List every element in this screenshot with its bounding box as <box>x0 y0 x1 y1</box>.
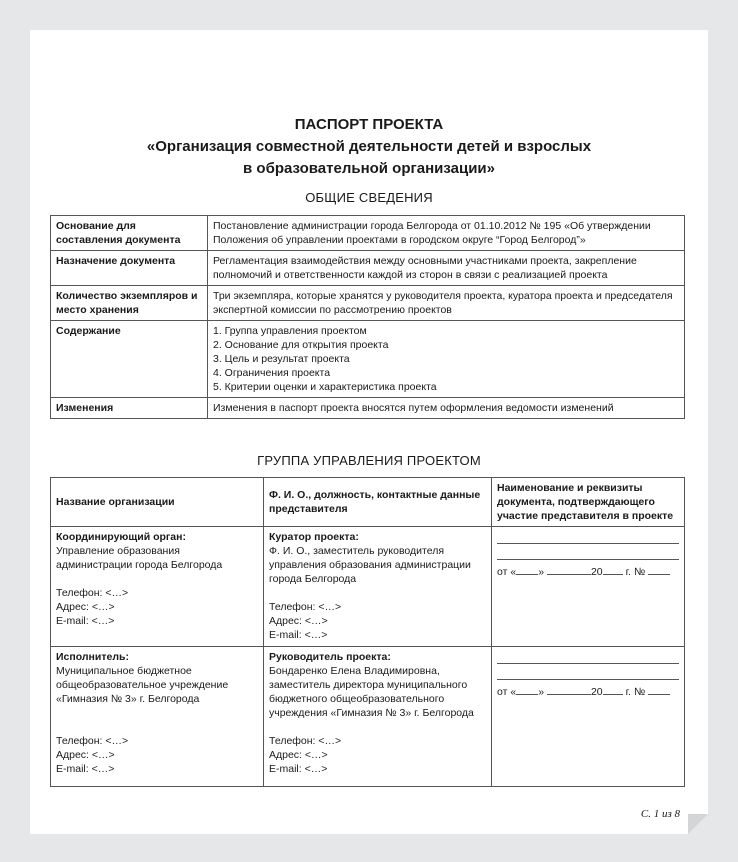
table-header-row <box>51 478 685 527</box>
organization-cell <box>51 647 264 787</box>
blank-line <box>497 650 679 664</box>
general-table <box>50 215 685 419</box>
contact-address: Адрес: <…> <box>56 601 115 613</box>
date-prefix: от « <box>497 566 517 578</box>
rep-label: Руководитель проекта: <box>269 651 391 663</box>
contact-address: Адрес: <…> <box>56 749 115 761</box>
row-label: Назначение документа <box>51 251 208 286</box>
group-heading: ГРУППА УПРАВЛЕНИЯ ПРОЕКТОМ <box>257 453 481 468</box>
org-label: Исполнитель: <box>56 651 129 663</box>
title-line-3: в образовательной организации» <box>243 160 495 177</box>
row-value: Три экземпляра, которые хранятся у руководителя проекта, куратора проекта и председателя экспертной комиссии по рассмотрению проектов <box>208 286 685 321</box>
table-row <box>51 251 685 286</box>
list-item: 1. Группа управления проектом <box>213 325 367 337</box>
column-header: Ф. И. О., должность, контактные данные представителя <box>264 478 492 527</box>
contact-phone: Телефон: <…> <box>269 735 342 747</box>
contact-phone: Телефон: <…> <box>56 587 129 599</box>
representative-cell <box>264 647 492 787</box>
table-row <box>51 527 685 647</box>
list-item: 4. Ограничения проекта <box>213 367 331 379</box>
table-row <box>51 647 685 787</box>
table-row <box>51 216 685 251</box>
contact-email: E-mail: <…> <box>269 763 328 775</box>
document-title <box>30 114 708 180</box>
row-value: Изменения в паспорт проекта вносятся путем оформления ведомости изменений <box>208 398 685 419</box>
row-value: Постановление администрации города Белгорода от 01.10.2012 № 195 «Об утверждении Положения об управлении проектами в городском округе “Город Белгород”» <box>208 216 685 251</box>
general-heading: ОБЩИЕ СВЕДЕНИЯ <box>305 190 433 205</box>
org-name: Управление образования администрации города Белгорода <box>56 545 223 571</box>
row-label: Содержание <box>51 321 208 398</box>
contact-address: Адрес: <…> <box>269 615 328 627</box>
document-cell <box>492 647 685 787</box>
document-page <box>30 30 708 834</box>
table-row <box>51 321 685 398</box>
blank-line <box>497 530 679 544</box>
contact-phone: Телефон: <…> <box>269 601 342 613</box>
column-header: Название организации <box>51 478 264 527</box>
page-number: С. 1 из 8 <box>640 808 680 820</box>
document-cell <box>492 527 685 647</box>
table-row <box>51 398 685 419</box>
date-year: 20 <box>590 566 603 578</box>
date-prefix: от « <box>497 686 517 698</box>
contact-phone: Телефон: <…> <box>56 735 129 747</box>
column-header: Наименование и реквизиты документа, подтверждающего участие представителя в проекте <box>492 478 685 527</box>
document-number-label: г. № <box>625 686 646 698</box>
row-value <box>208 321 685 398</box>
rep-label: Куратор проекта: <box>269 531 359 543</box>
date-mid: » <box>538 566 545 578</box>
page-curl <box>688 814 708 834</box>
date-year: 20 <box>590 686 603 698</box>
contact-email: E-mail: <…> <box>56 615 115 627</box>
rep-name: Ф. И. О., заместитель руководителя управления образования администрации города Белгорода <box>269 545 471 585</box>
row-label: Изменения <box>51 398 208 419</box>
list-item: 5. Критерии оценки и характеристика проекта <box>213 381 437 393</box>
title-line-1: ПАСПОРТ ПРОЕКТА <box>294 116 444 133</box>
contact-email: E-mail: <…> <box>56 763 115 775</box>
table-row <box>51 286 685 321</box>
document-date <box>497 684 679 699</box>
organization-cell <box>51 527 264 647</box>
list-item: 3. Цель и результат проекта <box>213 353 350 365</box>
contact-email: E-mail: <…> <box>269 629 328 641</box>
title-line-2: «Организация совместной деятельности детей и взрослых <box>146 138 592 155</box>
row-label: Количество экземпляров и место хранения <box>51 286 208 321</box>
row-value: Регламентация взаимодействия между основными участниками проекта, закрепление полномочий и ответственности каждой из сторон в связи с реализацией проекта <box>208 251 685 286</box>
row-label: Основание для составления документа <box>51 216 208 251</box>
org-name: Муниципальное бюджетное общеобразовательное учреждение «Гимназия № 3» г. Белгорода <box>56 665 229 705</box>
document-date <box>497 564 679 579</box>
list-item: 2. Основание для открытия проекта <box>213 339 389 351</box>
blank-line <box>497 546 679 560</box>
representative-cell <box>264 527 492 647</box>
document-number-label: г. № <box>625 566 646 578</box>
contact-address: Адрес: <…> <box>269 749 328 761</box>
group-table <box>50 477 685 787</box>
blank-line <box>497 666 679 680</box>
date-mid: » <box>538 686 545 698</box>
org-label: Координирующий орган: <box>56 531 186 543</box>
rep-name: Бондаренко Елена Владимировна, заместитель директора муниципального бюджетного общеобразовательного учреждения «Гимназия № 3» г. Белгорода <box>269 665 474 719</box>
